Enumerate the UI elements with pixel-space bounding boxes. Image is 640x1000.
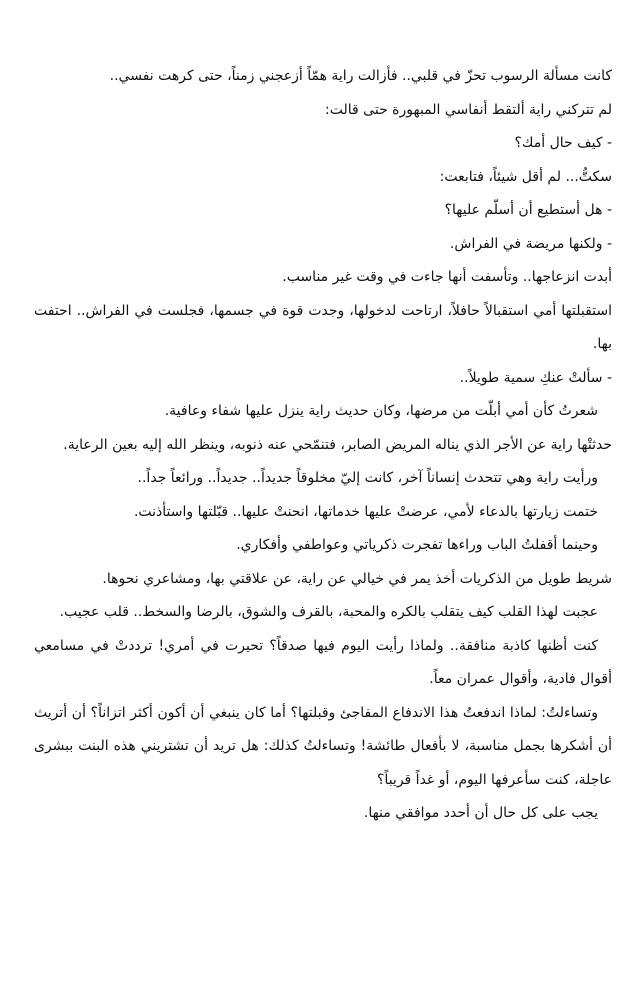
paragraph: وتساءلتُ: لماذا اندفعتُ هذا الاندفاع المفاجئ وقبلتها؟ أما كان ينبغي أن أكون أكثر اتزاناً؟ أن أتريث أن أشكرها بجمل مناسبة، لا بأفعال طائشة! وتساءلتُ كذلك: هل تريد أن تشتريني هذه البنت ببشرى عاجلة، كنت سأعرفها اليوم، أو غداً قريباً؟ [34,704,612,788]
paragraph: ختمت زيارتها بالدعاء لأمي، عرضتْ عليها خدماتها، انحنتْ عليها.. قبّلتها واستأذنت. [133,503,598,520]
paragraph: يجب على كل حال أن أحدد موافقي منها. [363,805,598,821]
paragraph: أبدت انزعاجها.. وتأسفت أنها جاءت في وقت غير مناسب. [282,269,612,285]
paragraph: وحينما أقفلتُ الباب وراءها تفجرت ذكرياتي وعواطفي وأفكاري. [236,537,598,553]
paragraph: كانت مسألة الرسوب تحزّ في قلبي.. فأزالت راية همّاً أزعجني زمناً، حتى كرهت نفسي.. [109,68,612,84]
paragraph: استقبلتها أمي استقبالاً حافلاً، ارتاحت لدخولها، وجدت قوة في جسمها، فجلست في الفراش.. احتفت بها. [34,302,612,352]
paragraph: حدثتْها راية عن الأجر الذي يناله المريض الصابر، فتنمّحي عنه ذنوبه، وينظر الله إليه بعين الرعاية. [63,436,612,453]
paragraph: لم تتركني راية ألتقط أنفاسي المبهورة حتى قالت: [325,101,612,118]
paragraph: شعرتُ كأن أمي أبلّت من مرضها، وكان حديث راية ينزل عليها شفاء وعافية. [164,403,598,419]
paragraph: عجبت لهذا القلب كيف يتقلب بالكره والمحبة، بالقرف والشوق، بالرضا والسخط.. قلب عجيب. [59,604,598,620]
dialogue-line: - سألتْ عنكِ سمية طويلاً.. [459,369,612,386]
dialogue-line: - ولكنها مريضة في الفراش. [449,235,612,252]
paragraph: ورأيت راية وهي تتحدث إنساناً آخر، كانت إليّ مخلوقاً جديداً.. جديداً.. ورائعاً جداً.. [137,470,598,486]
dialogue-line: - كيف حال أمك؟ [514,135,612,151]
paragraph: سكتُّ... لم أقل شيئاً، فتابعت: [439,168,612,185]
paragraph: شريط طويل من الذكريات أخذ يمر في خيالي عن راية، عن علاقتي بها، ومشاعري نحوها. [102,570,612,587]
paragraph: كنت أظنها كاذبة منافقة.. ولماذا رأيت اليوم فيها صدقاً؟ تحيرت في أمري! ترددتْ في مسامعي أقوال فادية، وأقوال عمران معاً. [34,637,612,687]
dialogue-line: - هل أستطيع أن أسلّم عليها؟ [444,202,612,218]
